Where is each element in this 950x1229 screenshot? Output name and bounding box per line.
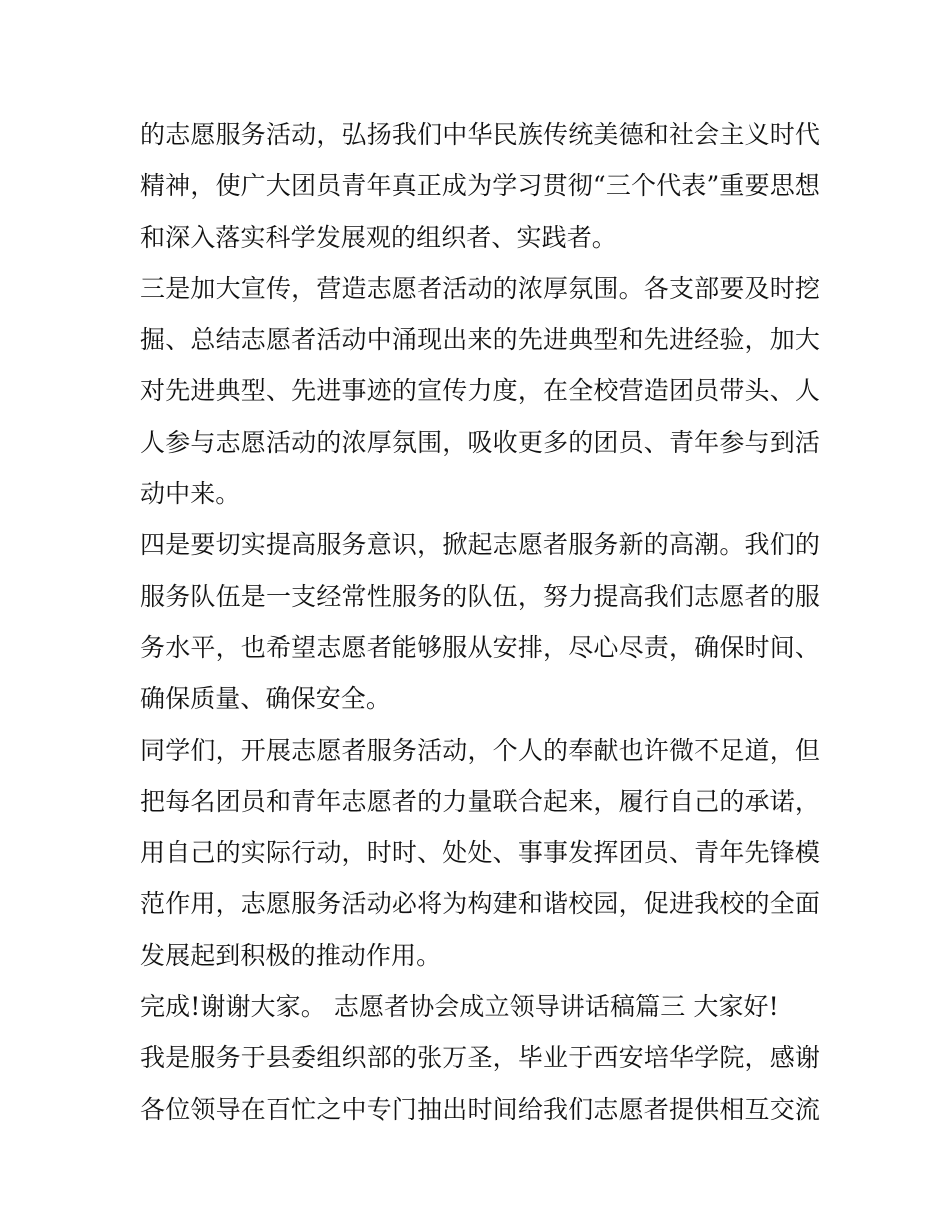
text-line: 动中来。 — [140, 479, 241, 509]
text-line: 同学们，开展志愿者服务活动，个人的奉献也许微不足道，但 — [140, 735, 820, 765]
paragraph-6 — [140, 1032, 820, 1135]
paragraph-3 — [140, 519, 820, 724]
document-body — [140, 109, 820, 1135]
text-line: 对先进典型、先进事迹的宣传力度，在全校营造团员带头、人 — [140, 376, 820, 406]
text-line: 四是要切实提高服务意识，掀起志愿者服务新的高潮。我们的 — [140, 530, 820, 560]
text-line: 人参与志愿活动的浓厚氛围，吸收更多的团员、青年参与到活 — [140, 427, 820, 457]
text-line: 发展起到积极的推动作用。 — [140, 940, 442, 970]
text-line: 各位领导在百忙之中专门抽出时间给我们志愿者提供相互交流 — [140, 1094, 820, 1124]
paragraph-4 — [140, 725, 820, 981]
text-line: 用自己的实际行动，时时、处处、事事发挥团员、青年先锋模 — [140, 838, 820, 868]
text-line: 和深入落实科学发展观的组织者、实践者。 — [140, 222, 617, 252]
paragraph-2 — [140, 263, 820, 519]
paragraph-5 — [140, 981, 820, 1032]
text-line: 务水平，也希望志愿者能够服从安排，尽心尽责，确保时间、 — [140, 632, 820, 662]
text-line: 精神，使广大团员青年真正成为学习贯彻“三个代表”重要思想 — [140, 171, 820, 201]
text-line: 范作用，志愿服务活动必将为构建和谐校园，促进我校的全面 — [140, 889, 820, 919]
text-line: 掘、总结志愿者活动中涌现出来的先进典型和先进经验，加大 — [140, 325, 820, 355]
text-line: 把每名团员和青年志愿者的力量联合起来，履行自己的承诺， — [140, 786, 820, 816]
paragraph-1 — [140, 109, 820, 263]
text-line: 确保质量、确保安全。 — [140, 684, 392, 714]
text-line: 我是服务于县委组织部的张万圣，毕业于西安培华学院，感谢 — [140, 1043, 820, 1073]
text-line: 的志愿服务活动，弘扬我们中华民族传统美德和社会主义时代 — [140, 120, 820, 149]
text-line: 完成!谢谢大家。 志愿者协会成立领导讲话稿篇三 大家好! — [140, 992, 779, 1022]
text-line: 三是加大宣传，营造志愿者活动的浓厚氛围。各支部要及时挖 — [140, 273, 820, 303]
text-line: 服务队伍是一支经常性服务的队伍，努力提高我们志愿者的服 — [140, 581, 820, 611]
